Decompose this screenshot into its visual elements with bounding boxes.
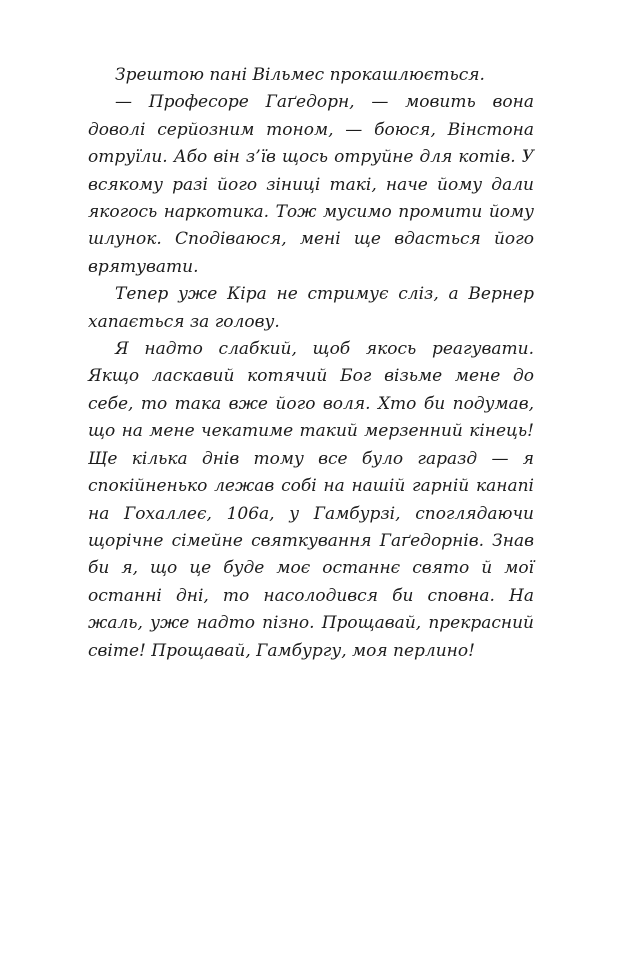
paragraph-3: Тепер уже Кіра не стримує сліз, а Вернер хапається за голову. — [88, 284, 534, 332]
paragraph-2-dialogue: — Професоре Гаґедорн, — мовить вона доволі серйозним тоном, — боюся, Вінстона отруїли. Або він з’їв щось отруйне для котів. У всякому разі його зіниці такі, наче йому дали якогось наркотика. Тож мусимо промити йому шлунок. Сподіваюся, мені ще вдасться його врятувати. — [88, 92, 534, 277]
paragraph-1: Зрештою пані Вільмес прокашлюється. — [115, 65, 485, 85]
body-text — [88, 62, 534, 665]
paragraph-4: Я надто слабкий, щоб якось реагувати. Якщо ласкавий котячий Бог візьме мене до себе, то така вже його воля. Хто би подумав, що на мене чекатиме такий мерзенний кінець! Ще кілька днів тому все було гаразд — я спокійненько лежав собі на нашій гарній канапі на Гохаллеє, 106а, у Гамбурзі, споглядаючи щорічне сімейне святкування Гаґедорнів. Знав би я, що це буде моє останнє свято й мої останні дні, то насолодився би сповна. На жаль, уже надто пізно. Прощавай, прекрасний світе! Прощавай, Гамбургу, моя перлино! — [88, 339, 534, 661]
